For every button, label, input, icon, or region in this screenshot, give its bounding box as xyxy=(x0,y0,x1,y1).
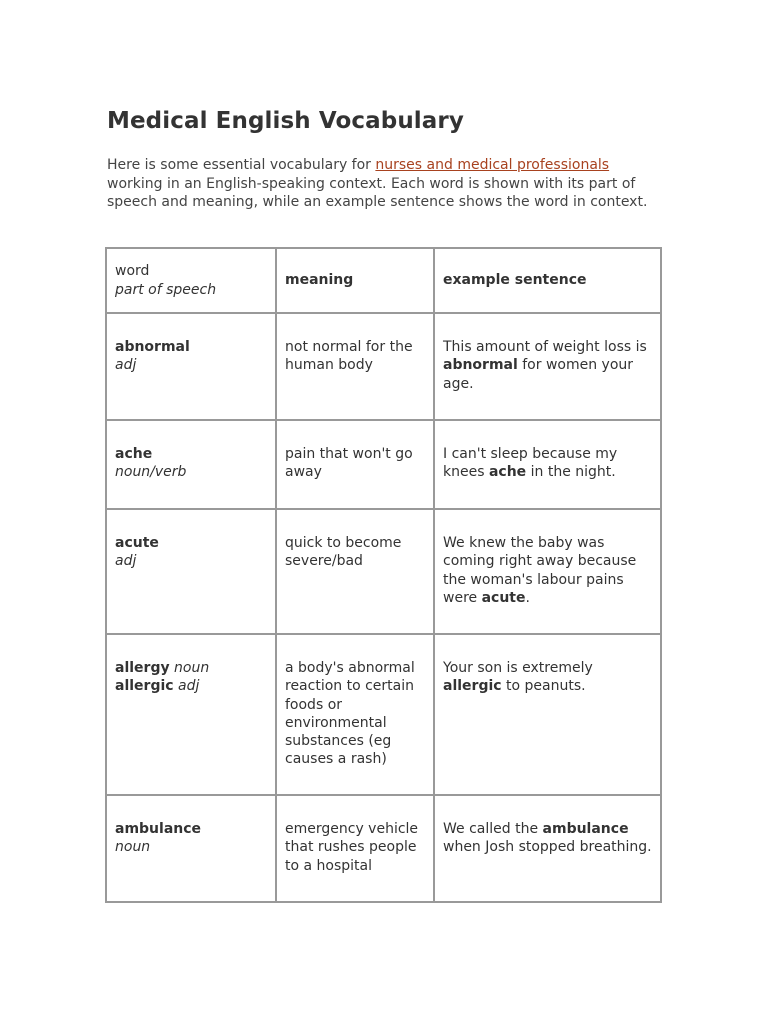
table-row xyxy=(106,420,661,509)
intro-text-start: Here is some essential vocabulary for xyxy=(107,157,376,173)
example-text: when Josh stopped breathing. xyxy=(443,839,652,856)
vocabulary-table xyxy=(105,247,662,903)
table-row xyxy=(106,313,661,420)
table-row xyxy=(106,795,661,902)
example-keyword: abnormal xyxy=(443,357,518,374)
word-cell xyxy=(106,313,276,420)
part-of-speech: adj xyxy=(178,678,200,695)
header-word: word xyxy=(115,263,150,280)
vocab-word-line xyxy=(115,677,267,695)
table-row xyxy=(106,509,661,634)
header-example: example sentence xyxy=(434,248,661,313)
header-meaning: meaning xyxy=(276,248,434,313)
example-text: for women your age. xyxy=(443,357,634,392)
page-title: Medical English Vocabulary xyxy=(107,108,464,134)
vocab-word: allergy xyxy=(115,660,170,676)
table-header-row xyxy=(106,248,661,313)
meaning-cell: pain that won't go away xyxy=(276,420,434,509)
example-cell xyxy=(434,634,661,795)
vocab-word: abnormal xyxy=(115,339,190,355)
example-text: We knew the baby was coming right away because the woman's labour pains were xyxy=(443,535,637,606)
part-of-speech: adj xyxy=(115,553,137,570)
part-of-speech: noun xyxy=(174,660,210,676)
example-keyword: allergic xyxy=(443,678,502,695)
part-of-speech: noun xyxy=(115,839,151,856)
word-cell xyxy=(106,420,276,509)
intro-text-end: working in an English-speaking context. Each word is shown with its part of speech and meaning, while an example sentence shows the word in context. xyxy=(107,175,648,210)
table-row xyxy=(106,634,661,795)
vocab-word: ache xyxy=(115,446,153,462)
vocab-word: acute xyxy=(115,535,159,551)
meaning-cell: quick to become severe/bad xyxy=(276,509,434,634)
example-text: . xyxy=(525,589,530,606)
intro-paragraph xyxy=(107,156,662,212)
part-of-speech: adj xyxy=(115,357,137,374)
example-text: in the night. xyxy=(526,464,616,481)
example-text: This amount of weight loss is xyxy=(443,339,647,355)
header-word-cell xyxy=(106,248,276,313)
vocab-word: ambulance xyxy=(115,821,202,837)
example-cell xyxy=(434,509,661,634)
example-text: I can't sleep because my knees xyxy=(443,446,618,481)
meaning-cell: a body's abnormal reaction to certain foods or environmental substances (eg causes a rash) xyxy=(276,634,434,795)
example-keyword: acute xyxy=(481,589,526,606)
example-keyword: ache xyxy=(488,464,527,481)
example-text: to peanuts. xyxy=(501,678,586,695)
meaning-cell: not normal for the human body xyxy=(276,313,434,420)
word-cell xyxy=(106,795,276,902)
vocab-word: allergic xyxy=(115,678,174,695)
word-cell xyxy=(106,634,276,795)
header-part-of-speech: part of speech xyxy=(115,281,217,298)
word-cell xyxy=(106,509,276,634)
meaning-cell: emergency vehicle that rushes people to a hospital xyxy=(276,795,434,902)
part-of-speech: noun/verb xyxy=(115,464,187,481)
example-cell xyxy=(434,313,661,420)
example-cell xyxy=(434,795,661,902)
example-text: We called the xyxy=(443,821,543,837)
vocab-word-line xyxy=(115,659,267,677)
example-keyword: ambulance xyxy=(542,821,629,837)
example-text: Your son is extremely xyxy=(443,660,593,676)
example-cell xyxy=(434,420,661,509)
nurses-medical-link[interactable]: nurses and medical professionals xyxy=(375,157,610,173)
